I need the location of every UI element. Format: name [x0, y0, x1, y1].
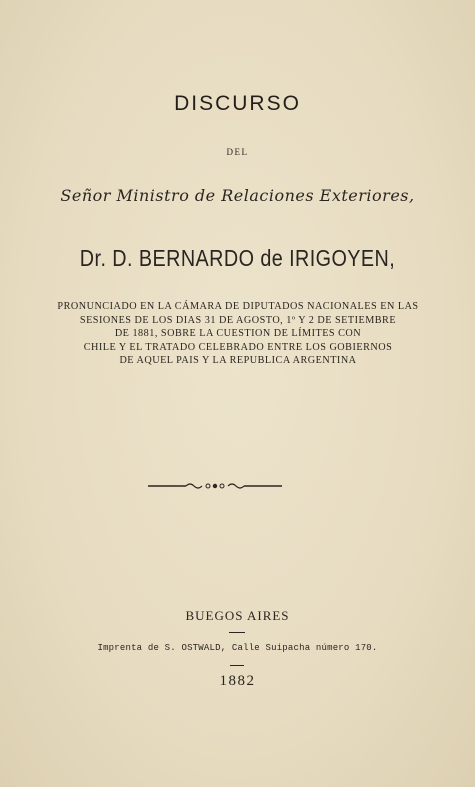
minister-title: Señor Ministro de Relaciones Exteriores, [60, 186, 415, 205]
ornamental-divider-icon [148, 481, 282, 491]
description-line: DE 1881, SOBRE LA CUESTION DE LÍMITES CON [114, 328, 362, 340]
author-name: Dr. D. BERNARDO de IRIGOYEN, [79, 245, 396, 271]
description-line: CHILE Y EL TRATADO CELEBRADO ENTRE LOS GOBIERNOS [83, 341, 393, 353]
description-line: DE AQUEL PAIS Y LA REPUBLICA ARGENTINA [119, 355, 357, 367]
document-title: DISCURSO [174, 92, 301, 115]
printer-imprint: Imprenta de S. OSTWALD, Calle Suipacha número 170. [97, 643, 378, 653]
description-line: SESIONES DE LOS DIAS 31 DE AGOSTO, 1º Y 2 DE SETIEMBRE [79, 314, 397, 326]
divider-line [229, 632, 245, 633]
publication-year: 1882 [219, 673, 256, 689]
del-label: DEL [226, 147, 249, 157]
divider-line [230, 665, 244, 666]
city-name: BUEGOS AIRES [185, 608, 290, 623]
speech-description [38, 300, 438, 368]
description-line: PRONUNCIADO EN LA CÁMARA DE DIPUTADOS NACIONALES EN LAS [57, 301, 419, 312]
